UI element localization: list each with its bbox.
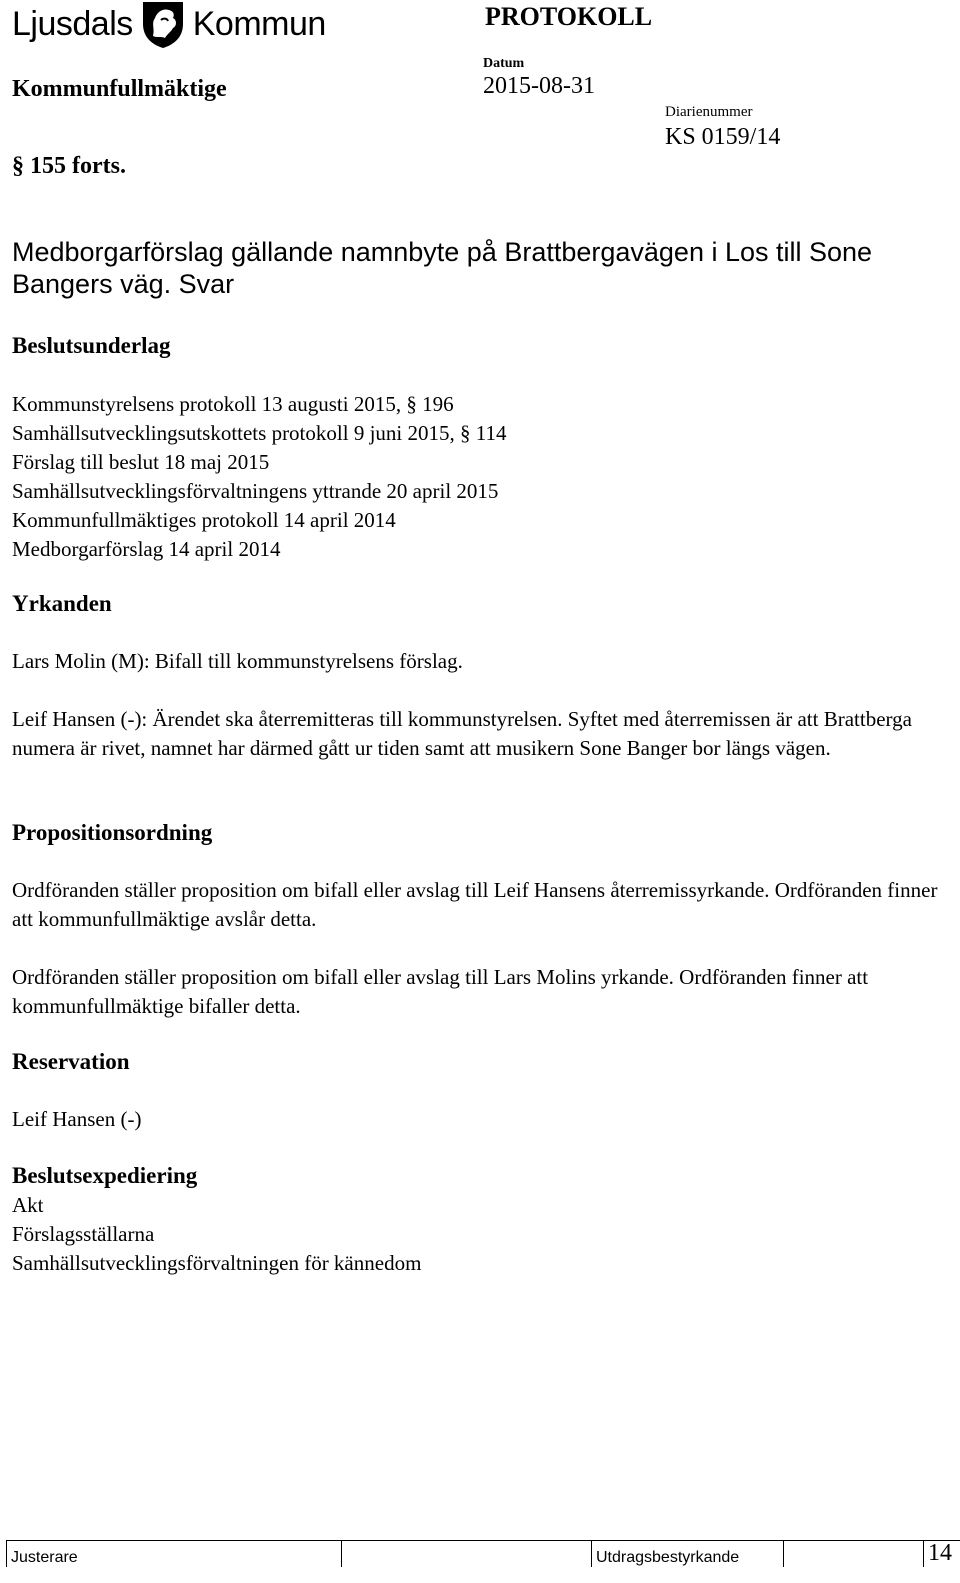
diary-number-label: Diarienummer	[665, 104, 753, 120]
list-item: Samhällsutvecklingsutskottets protokoll 9 juni 2015, § 114	[12, 421, 507, 445]
diary-number-value: KS 0159/14	[665, 124, 781, 150]
coat-of-arms-icon	[137, 0, 189, 50]
list-item: Kommunfullmäktiges protokoll 14 april 2014	[12, 508, 396, 532]
list-item: Samhällsutvecklingsförvaltningen för kännedom	[12, 1251, 422, 1275]
heading-beslutsexpediering: Beslutsexpediering	[12, 1163, 198, 1188]
logo-word-left: Ljusdals	[12, 4, 133, 43]
footer-utdragsbestyrkande: Utdragsbestyrkande	[592, 1541, 784, 1567]
beslutsexpediering-list	[12, 1191, 421, 1278]
footer-utdrag-blank	[784, 1541, 924, 1567]
page-footer	[6, 1540, 960, 1567]
footer-justerare: Justerare	[7, 1541, 342, 1567]
list-item: Akt	[12, 1193, 44, 1217]
list-item: Kommunstyrelsens protokoll 13 augusti 2015, § 196	[12, 392, 454, 416]
document-type: PROTOKOLL	[485, 2, 653, 31]
yrkande-molin: Lars Molin (M): Bifall till kommunstyrelsens förslag.	[12, 649, 463, 673]
list-item: Förslag till beslut 18 maj 2015	[12, 450, 270, 474]
footer-justerare-blank	[342, 1541, 592, 1567]
heading-reservation: Reservation	[12, 1049, 130, 1074]
date-label: Datum	[483, 56, 525, 71]
municipality-logo	[12, 2, 326, 46]
beslutsunderlag-list	[12, 390, 506, 564]
heading-beslutsunderlag: Beslutsunderlag	[12, 333, 171, 358]
council-name: Kommunfullmäktige	[12, 76, 227, 102]
section-number: § 155 forts.	[12, 153, 126, 179]
heading-propositionsordning: Propositionsordning	[12, 820, 213, 845]
proposition-1: Ordföranden ställer proposition om bifall eller avslag till Leif Hansens återremissyrkande. Ordföranden finner att kommunfullmäktige avslår detta.	[12, 878, 938, 931]
proposition-2: Ordföranden ställer proposition om bifall eller avslag till Lars Molins yrkande. Ordföranden finner att kommunfullmäktige bifaller detta.	[12, 965, 869, 1018]
reservation-text: Leif Hansen (-)	[12, 1107, 142, 1131]
heading-yrkanden: Yrkanden	[12, 591, 112, 616]
list-item: Samhällsutvecklingsförvaltningens yttrande 20 april 2015	[12, 479, 499, 503]
list-item: Förslagsställarna	[12, 1222, 155, 1246]
list-item: Medborgarförslag 14 april 2014	[12, 537, 281, 561]
logo-word-right: Kommun	[192, 4, 326, 43]
yrkande-hansen: Leif Hansen (-): Ärendet ska återremitteras till kommunstyrelsen. Syftet med återremissen är att Brattberga numera är rivet, namnet har därmed gått ur tiden samt att musikern Sone Banger bor längs vägen.	[12, 707, 912, 760]
date-value: 2015-08-31	[483, 73, 595, 99]
matter-title: Medborgarförslag gällande namnbyte på Brattbergavägen i Los till Sone Bangers väg. Svar	[12, 237, 873, 299]
page-number: 14	[928, 1540, 952, 1566]
